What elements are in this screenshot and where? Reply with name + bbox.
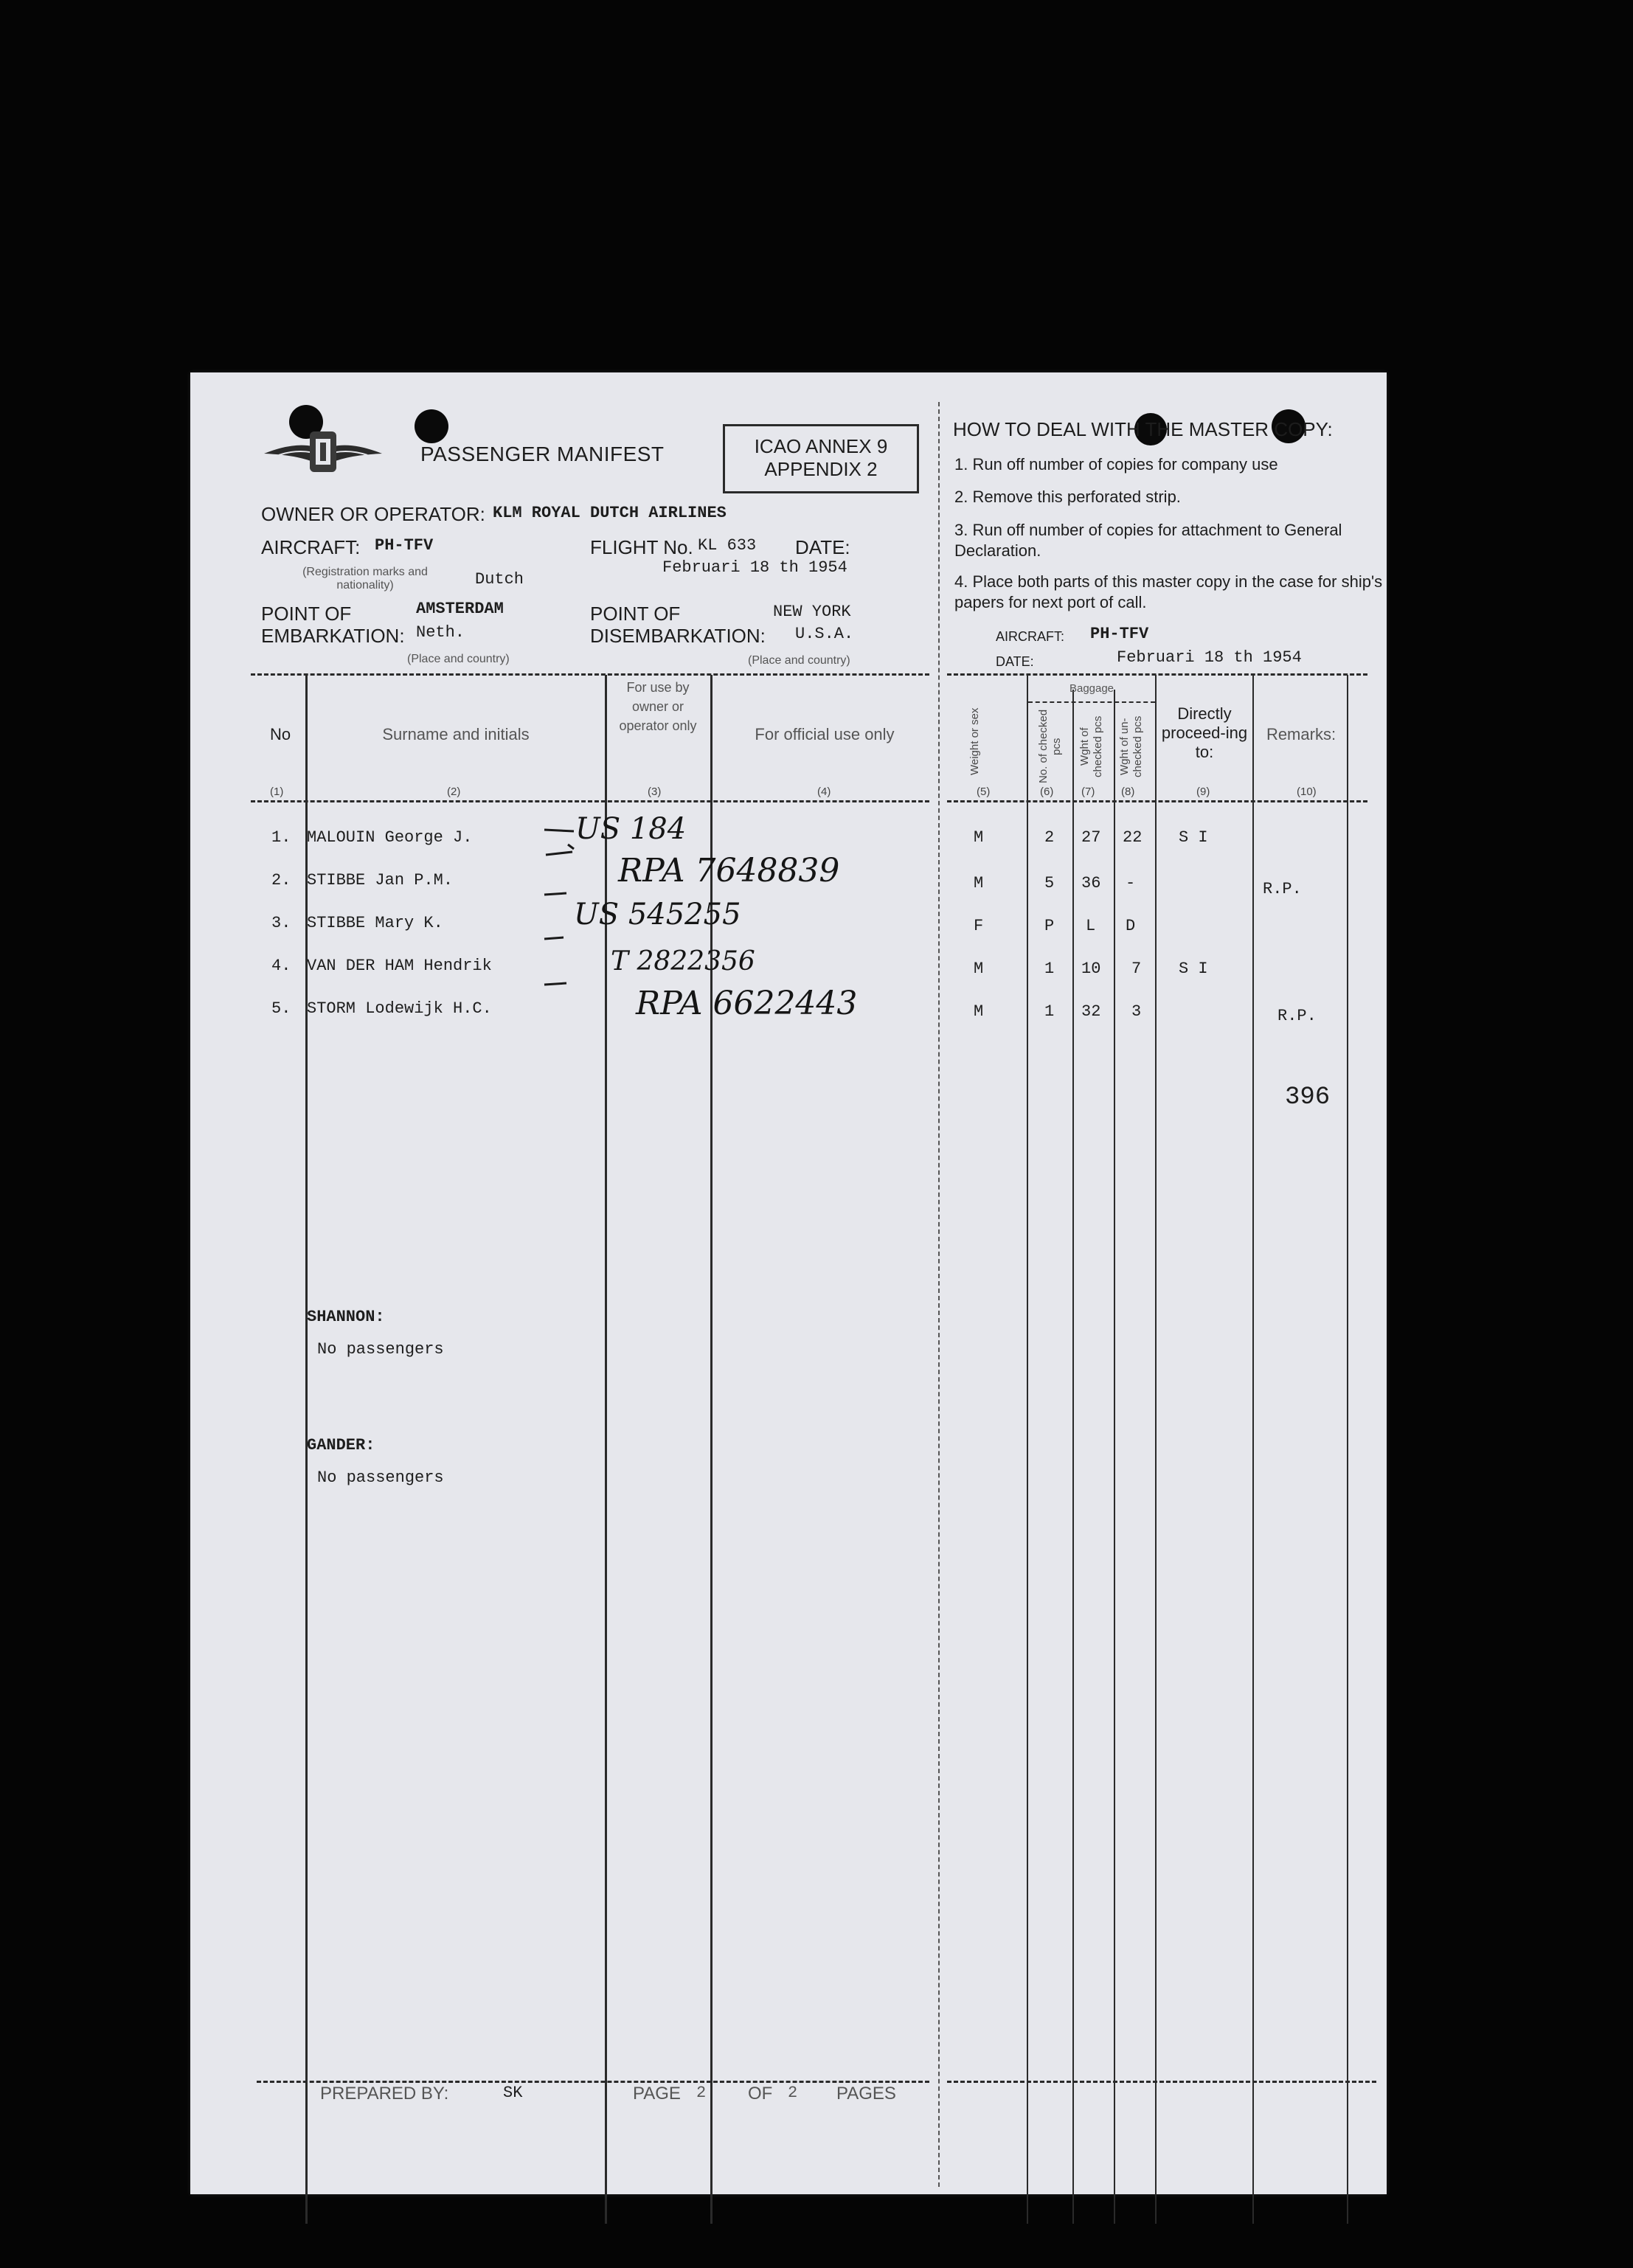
klm-logo-icon [257,409,389,483]
page-title: PASSENGER MANIFEST [420,443,665,465]
instr-date-value: Februari 18 th 1954 [1117,648,1302,667]
row-name: MALOUIN George J. [307,828,473,847]
header-surname: Surname and initials [382,725,530,743]
instruction-item-4: 4. Place both parts of this master copy in the case for ship's papers for next port of call. [954,572,1383,611]
registration-note: (Registration marks and nationality) [302,566,428,592]
row-wght: 10 [1081,960,1101,978]
note-label: SHANNON: [307,1308,385,1326]
note-label: GANDER: [307,1436,375,1454]
row-no: 1. [271,828,291,847]
disembark-label-2: DISEMBARKATION: [590,625,766,647]
table-top-line-right [947,673,1367,676]
disembark-value-2: U.S.A. [795,625,854,643]
manifest-page [190,372,1387,2194]
row-sex: M [974,874,984,892]
col-number: (10) [1297,786,1317,798]
col-number: (9) [1196,786,1210,798]
disembark-label-1: POINT OF [590,603,681,625]
header-bottom-line-right [947,800,1367,802]
row-wght: L [1086,917,1096,935]
row-pcs: 5 [1044,874,1055,892]
header-no: No [269,725,291,743]
row-handwritten: US 545255 [574,898,741,932]
embark-label-2: EMBARKATION: [261,625,405,647]
row-wght: 36 [1081,874,1101,892]
baggage-underline [1028,701,1155,703]
row-unchecked: 3 [1131,1002,1142,1021]
footer-line-right [947,2081,1376,2083]
row-pcs: 1 [1044,1002,1055,1021]
instruction-item-3: 3. Run off number of copies for attachment to General Declaration. [954,521,1342,560]
note-text: No passengers [317,1468,444,1487]
header-wght-unchecked: Wght of un-checked pcs [1118,715,1144,777]
icao-line-2: APPENDIX 2 [764,458,878,480]
page-value: 2 [696,2084,707,2102]
row-unchecked: 22 [1123,828,1143,847]
table-top-line [251,673,929,676]
col-number: (6) [1040,786,1054,798]
row-sex: M [974,960,984,978]
row-unchecked: D [1126,917,1136,935]
of-label: OF [748,2084,773,2104]
row-name: VAN DER HAM Hendrik [307,957,492,975]
instr-date-label: DATE: [996,654,1034,669]
header-wght-checked: Wght of checked pcs [1078,715,1104,777]
col-number: (1) [270,786,284,798]
aircraft-value: PH-TFV [375,536,434,555]
row-handwritten: RPA 6622443 [636,985,858,1022]
date-label: DATE: [795,536,850,558]
instr-aircraft-label: AIRCRAFT: [996,629,1065,644]
row-wght: 32 [1081,1002,1101,1021]
col-divider [1347,675,1348,2224]
row-pcs: 2 [1044,828,1055,847]
flight-value: KL 633 [698,536,757,555]
instr-aircraft-value: PH-TFV [1090,625,1149,643]
page-number-stamp: 396 [1285,1083,1331,1112]
col-number: (2) [447,786,461,798]
header-weight-sex: Weight or sex [968,707,981,775]
disembark-value-1: NEW YORK [773,603,851,621]
header-owner-use: For use by owner or operator only [619,680,697,733]
row-pcs: 1 [1044,960,1055,978]
col-number: (5) [977,786,991,798]
row-unchecked: 7 [1131,960,1142,978]
header-official-use: For official use only [755,725,895,743]
col-divider [1114,690,1115,2224]
col-number: (8) [1121,786,1135,798]
row-wght: 27 [1081,828,1101,847]
header-baggage: Baggage [1069,682,1114,695]
row-no: 5. [271,999,291,1018]
owner-label: OWNER OR OPERATOR: [261,503,485,525]
row-name: STIBBE Jan P.M. [307,871,454,889]
embark-label-1: POINT OF [261,603,352,625]
row-directly: S I [1179,828,1208,847]
row-unchecked: - [1126,874,1136,892]
col-divider [1252,675,1254,2224]
owner-value: KLM ROYAL DUTCH AIRLINES [493,504,727,522]
row-sex: F [974,917,984,935]
row-remarks: R.P. [1263,880,1302,898]
aircraft-label: AIRCRAFT: [261,536,361,558]
perforation-line [938,402,940,2187]
row-no: 3. [271,914,291,932]
col-divider [1155,675,1157,2224]
instruction-item-2: 2. Remove this perforated strip. [954,488,1181,506]
note-text: No passengers [317,1340,444,1359]
row-handwritten: RPA 7648839 [618,852,840,889]
icao-box [723,424,919,493]
icao-line-1: ICAO ANNEX 9 [754,435,888,457]
flight-label: FLIGHT No. [590,536,693,558]
col-number: (7) [1081,786,1095,798]
row-no: 4. [271,957,291,975]
row-name: STIBBE Mary K. [307,914,443,932]
header-num-checked: No. of checked pcs [1037,709,1063,784]
row-handwritten: T 2822356 [611,946,755,977]
embark-value-2: Neth. [416,623,465,642]
row-sex: M [974,1002,984,1021]
col-divider [1027,675,1028,2224]
row-pcs: P [1044,917,1055,935]
header-remarks: Remarks: [1266,725,1336,743]
col-number: (4) [817,786,831,798]
prepared-label: PREPARED BY: [320,2084,449,2104]
prepared-value: SK [503,2084,523,2102]
disembark-note: (Place and country) [748,654,850,667]
punch-hole [415,409,448,443]
embark-value-1: AMSTERDAM [416,600,504,618]
row-directly: S I [1179,960,1208,978]
nationality-value: Dutch [475,570,524,589]
col-number: (3) [648,786,662,798]
instructions-title: HOW TO DEAL WITH THE MASTER COPY: [953,418,1333,440]
handwriting-marks [530,822,648,1044]
header-directly: Directly proceed-ing to: [1161,704,1248,761]
col-divider [1072,690,1074,2224]
page-label: PAGE [633,2084,681,2104]
instruction-item-1: 1. Run off number of copies for company use [954,455,1278,474]
row-handwritten: US 184 [575,812,687,846]
date-value: Februari 18 th 1954 [662,558,847,577]
footer-line [257,2081,929,2083]
row-sex: M [974,828,984,847]
header-bottom-line [251,800,929,802]
of-value: 2 [788,2084,798,2102]
embark-note: (Place and country) [407,653,510,665]
row-no: 2. [271,871,291,889]
row-remarks: R.P. [1277,1007,1317,1025]
row-name: STORM Lodewijk H.C. [307,999,492,1018]
pages-label: PAGES [836,2084,896,2104]
